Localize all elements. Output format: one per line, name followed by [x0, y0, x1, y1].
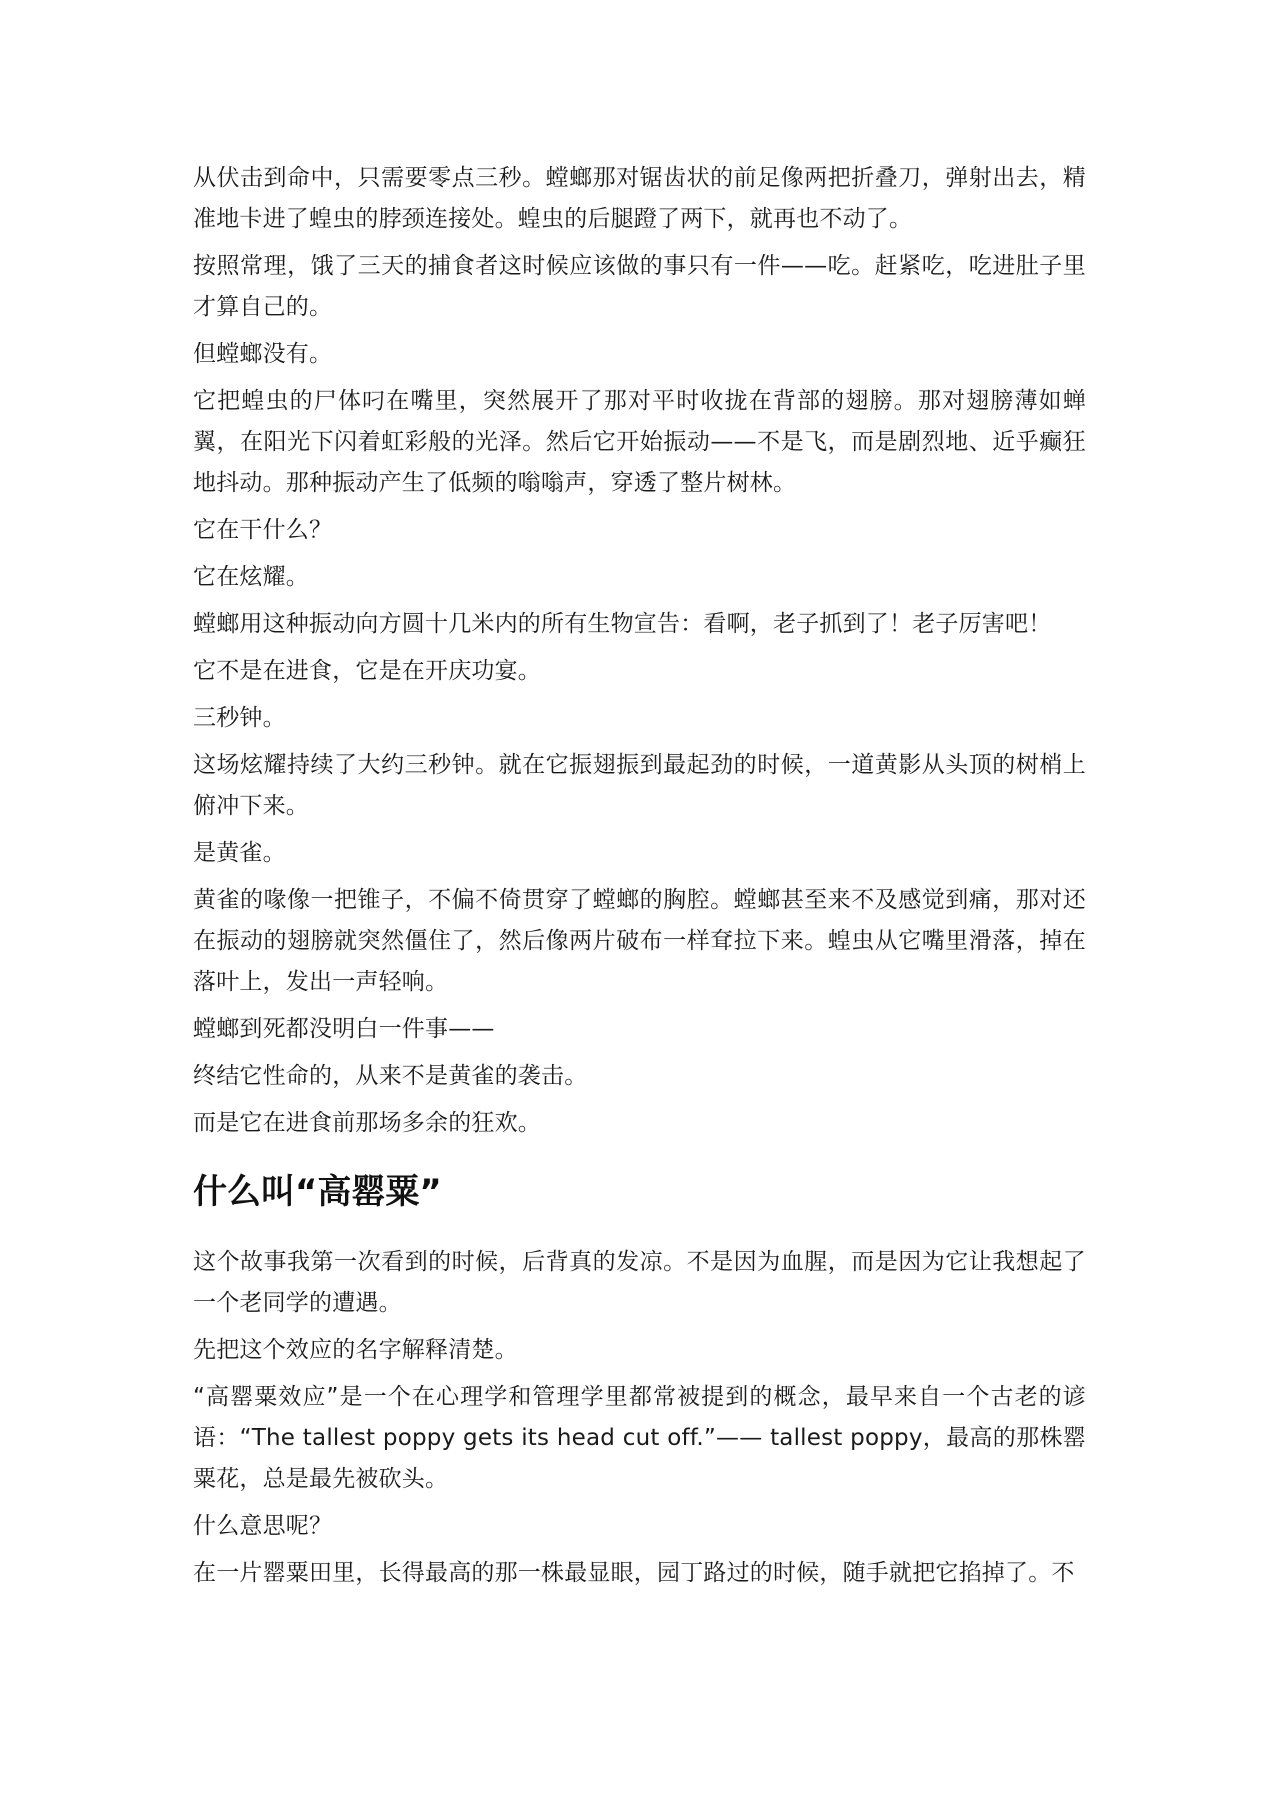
paragraph: 它在炫耀。: [193, 564, 309, 590]
paragraph: 它不是在进食，它是在开庆功宴。: [193, 658, 541, 684]
paragraph: 这场炫耀持续了大约三秒钟。就在它振翅振到最起劲的时候，一道黄影从头顶的树梢上俯冲下来。: [193, 752, 1086, 819]
paragraph: 而是它在进食前那场多余的狂欢。: [193, 1110, 541, 1136]
paragraph: 按照常理，饿了三天的捕食者这时候应该做的事只有一件——吃。赶紧吃，吃进肚子里才算自己的。: [193, 253, 1086, 320]
paragraph: 螳螂用这种振动向方圆十几米内的所有生物宣告：看啊，老子抓到了！老子厉害吧！: [193, 611, 1052, 637]
paragraph: 黄雀的喙像一把锥子，不偏不倚贯穿了螳螂的胸腔。螳螂甚至来不及感觉到痛，那对还在振动的翅膀就突然僵住了，然后像两片破布一样耷拉下来。蝗虫从它嘴里滑落，掉在落叶上，发出一声轻响。: [193, 887, 1086, 995]
paragraph: 从伏击到命中，只需要零点三秒。螳螂那对锯齿状的前足像两把折叠刀，弹射出去，精准地卡进了蝗虫的脖颈连接处。蝗虫的后腿蹬了两下，就再也不动了。: [193, 165, 1086, 232]
paragraph: 螳螂到死都没明白一件事——: [193, 1016, 495, 1042]
paragraph: 在一片罂粟田里，长得最高的那一株最显眼，园丁路过的时候，随手就把它掐掉了。不: [193, 1560, 1075, 1586]
paragraph: 三秒钟。: [193, 705, 286, 731]
paragraph: 是黄雀。: [193, 840, 286, 866]
paragraph: 什么意思呢？: [193, 1513, 333, 1539]
paragraph: 它把蝗虫的尸体叼在嘴里，突然展开了那对平时收拢在背部的翅膀。那对翅膀薄如蝉翼，在阳光下闪着虹彩般的光泽。然后它开始振动——不是飞，而是剧烈地、近乎癫狂地抖动。那种振动产生了低频的嗡嗡声，穿透了整片树林。: [193, 388, 1086, 496]
section-heading: 什么叫“高罂粟”: [193, 1172, 442, 1212]
paragraph: 先把这个效应的名字解释清楚。: [193, 1337, 518, 1363]
paragraph: 终结它性命的，从来不是黄雀的袭击。: [193, 1063, 588, 1089]
paragraph: 这个故事我第一次看到的时候，后背真的发凉。不是因为血腥，而是因为它让我想起了一个老同学的遭遇。: [193, 1249, 1086, 1316]
article-body: [193, 158, 1086, 1600]
paragraph: 它在干什么？: [193, 517, 333, 543]
paragraph: “高罂粟效应”是一个在心理学和管理学里都常被提到的概念，最早来自一个古老的谚语：“The tallest poppy gets its head cut off.”—— tallest poppy，最高的那株罂粟花，总是最先被砍头。: [193, 1384, 1086, 1492]
paragraph: 但螳螂没有。: [193, 341, 333, 367]
